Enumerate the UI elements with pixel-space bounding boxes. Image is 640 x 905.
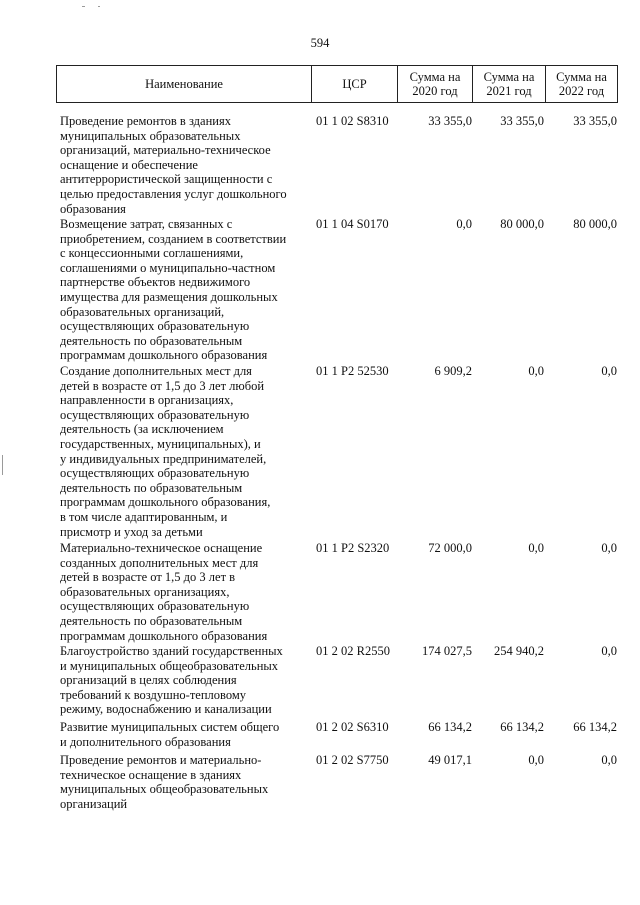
row-code: 01 1 P2 52530 (316, 364, 389, 378)
column-header-sum-2022: Сумма на 2022 год (545, 66, 617, 102)
column-header-csr: ЦСР (311, 66, 397, 102)
row-sum-2021: 33 355,0 (500, 114, 544, 128)
row-sum-2022: 33 355,0 (573, 114, 617, 128)
row-sum-2021: 0,0 (528, 753, 544, 767)
row-name: Материально-техническое оснащение созданных дополнительных мест для детей в возрасте от 1,5 до 3 лет в образовательных организациях, осуществляющих образовательную деятельность по образовательным программам дошкольного образования (60, 541, 268, 643)
row-sum-2020: 49 017,1 (428, 753, 472, 767)
row-code: 01 2 02 S7750 (316, 753, 389, 767)
row-sum-2022: 0,0 (601, 644, 617, 658)
row-sum-2020: 0,0 (456, 217, 472, 231)
row-sum-2022: 0,0 (601, 364, 617, 378)
row-sum-2022: 0,0 (601, 753, 617, 767)
row-code: 01 1 04 S0170 (316, 217, 389, 231)
row-name: Возмещение затрат, связанных с приобретением, созданием в соответствии с концессионными соглашениями, соглашениями о муниципально-частном партнерстве объектов недвижимого имущества для размещения дошкольных образовательных организаций, осуществляющих образовательную деятельность по образовательным программам дошкольного образования (60, 217, 287, 363)
row-code: 01 1 P2 S2320 (316, 541, 390, 555)
row-sum-2020: 72 000,0 (428, 541, 472, 555)
row-sum-2020: 174 027,5 (422, 644, 472, 658)
row-sum-2020: 66 134,2 (428, 720, 472, 734)
row-code: 01 2 02 S6310 (316, 720, 389, 734)
page-number: 594 (310, 36, 330, 50)
row-sum-2021: 0,0 (528, 364, 544, 378)
row-name: Благоустройство зданий государственных и муниципальных общеобразовательных организаций в целях соблюдения требований к воздушно-тепловому режиму, водоснабжению и канализации (60, 644, 283, 717)
row-sum-2021: 66 134,2 (500, 720, 544, 734)
column-header-sum-2020: Сумма на 2020 год (397, 66, 472, 102)
row-sum-2021: 80 000,0 (500, 217, 544, 231)
column-header-sum-2021: Сумма на 2021 год (472, 66, 545, 102)
row-sum-2022: 0,0 (601, 541, 617, 555)
row-name: Развитие муниципальных систем общего и дополнительного образования (60, 720, 280, 749)
row-code: 01 1 02 S8310 (316, 114, 389, 128)
row-name: Создание дополнительных мест для детей в возрасте от 1,5 до 3 лет любой направленности в организациях, осуществляющих образовательную деятельность (за исключением государственных, муниципальных), и у индивидуальных предпринимателей, осуществляющих образовательную деятельность по образовательным программам дошкольного образования, в том числе адаптированным, и присмотр и уход за детьми (60, 364, 271, 539)
row-sum-2022: 80 000,0 (573, 217, 617, 231)
row-code: 01 2 02 R2550 (316, 644, 390, 658)
row-sum-2020: 6 909,2 (434, 364, 472, 378)
row-sum-2021: 0,0 (528, 541, 544, 555)
row-sum-2021: 254 940,2 (494, 644, 544, 658)
row-name: Проведение ремонтов и материально- техническое оснащение в зданиях муниципальных общеобразовательных организаций (60, 753, 269, 811)
row-name: Проведение ремонтов в зданиях муниципальных образовательных организаций, материально-техническое оснащение и обеспечение антитеррористической защищенности с целью предоставления услуг дошкольного образования (60, 114, 287, 216)
column-header-name: Наименование (145, 77, 223, 91)
row-sum-2020: 33 355,0 (428, 114, 472, 128)
row-sum-2022: 66 134,2 (573, 720, 617, 734)
